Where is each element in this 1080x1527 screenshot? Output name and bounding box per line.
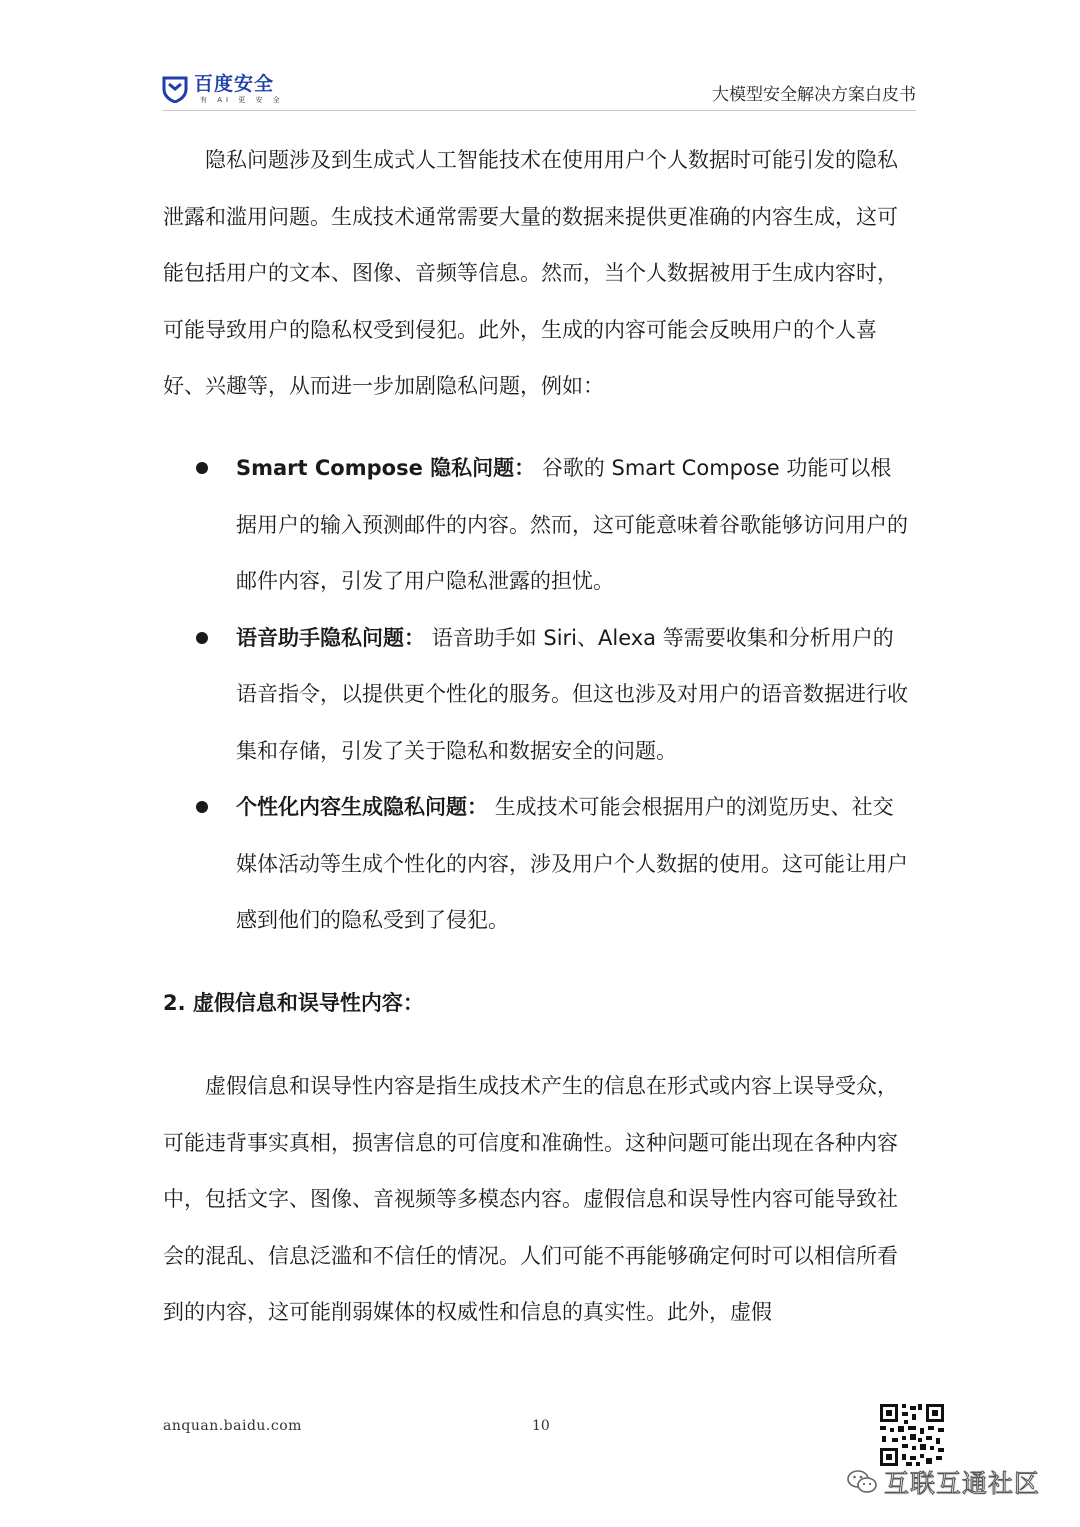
bullet-title: Smart Compose 隐私问题： bbox=[236, 456, 536, 480]
bullet-item-smart-compose bbox=[196, 440, 912, 610]
wechat-icon bbox=[846, 1468, 878, 1496]
bullet-item-voice-assistant bbox=[196, 610, 912, 780]
watermark-text: 互联互通社区 bbox=[884, 1469, 1041, 1498]
section-heading-misinformation: 2. 虚假信息和误导性内容： bbox=[163, 991, 424, 1015]
footer-url: anquan.baidu.com bbox=[163, 1418, 302, 1434]
wechat-watermark bbox=[846, 1462, 1040, 1502]
header-divider bbox=[162, 110, 916, 111]
paragraph-privacy: 隐私问题涉及到生成式人工智能技术在使用用户个人数据时可能引发的隐私泄露和滥用问题。生成技术通常需要大量的数据来提供更准确的内容生成，这可能包括用户的文本、图像、音频等信息。然而，当个人数据被用于生成内容时，可能导致用户的隐私权受到侵犯。此外，生成的内容可能会反映用户的个人喜好、兴趣等，从而进一步加剧隐私问题，例如： bbox=[163, 148, 898, 398]
bullet-text: 语音助手如 Siri、Alexa 等需要收集和分析用户的语音指令，以提供更个性化的服务。但这也涉及对用户的语音数据进行收集和存储，引发了关于隐私和数据安全的问题。 bbox=[236, 625, 908, 763]
bullet-list bbox=[196, 440, 912, 949]
baidu-security-logo bbox=[162, 74, 284, 104]
bullet-item-personalized-content bbox=[196, 779, 912, 949]
qr-code-icon bbox=[878, 1402, 946, 1468]
bullet-text: 生成技术可能会根据用户的浏览历史、社交媒体活动等生成个性化的内容，涉及用户个人数据的使用。这可能让用户感到他们的隐私受到了侵犯。 bbox=[236, 795, 908, 932]
bullet-text: 谷歌的 Smart Compose 功能可以根据用户的输入预测邮件的内容。然而，这可能意味着谷歌能够访问用户的邮件内容，引发了用户隐私泄露的担忧。 bbox=[236, 456, 908, 593]
bullet-title: 个性化内容生成隐私问题： bbox=[236, 795, 488, 819]
bullet-dot bbox=[196, 462, 208, 474]
shield-logo-icon bbox=[162, 75, 188, 103]
logo-name: 百度安全 bbox=[194, 72, 275, 95]
bullet-title: 语音助手隐私问题： bbox=[236, 625, 425, 650]
paragraph-misinformation: 虚假信息和误导性内容是指生成技术产生的信息在形式或内容上误导受众，可能违背事实真相，损害信息的可信度和准确性。这种问题可能出现在各种内容中，包括文字、图像、音视频等多模态内容。虚假信息和误导性内容可能导致社会的混乱、信息泛滥和不信任的情况。人们可能不再能够确定何时可以相信所看到的内容，这可能削弱媒体的权威性和信息的真实性。此外，虚假 bbox=[163, 1074, 898, 1324]
bullet-dot bbox=[196, 801, 208, 813]
bullet-dot bbox=[196, 632, 208, 644]
page-number: 10 bbox=[532, 1418, 550, 1434]
document-title: 大模型安全解决方案白皮书 bbox=[712, 85, 916, 105]
logo-slogan: 有 AI 更 安 全 bbox=[200, 95, 284, 104]
